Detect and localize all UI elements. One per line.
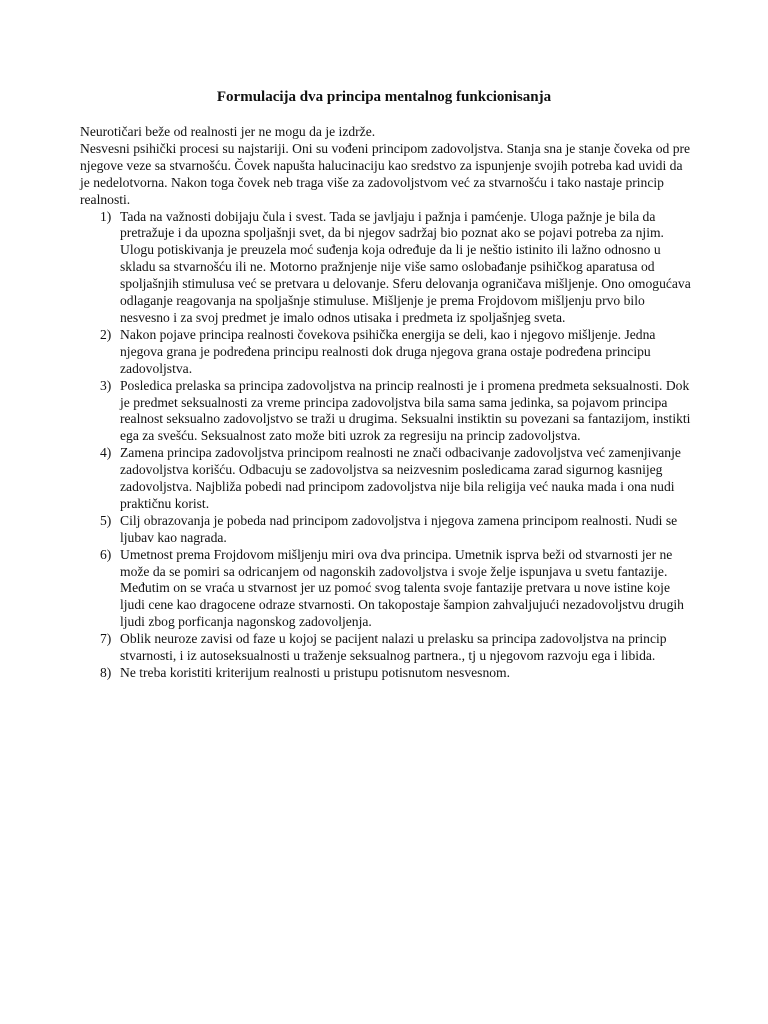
document-title: Formulacija dva principa mentalnog funkcionisanja	[216, 89, 552, 105]
list-item-text: Cilj obrazovanja je pobeda nad principom zadovoljstva i njegova zamena principom realnosti. Nudi se ljubav kao nagrada.	[120, 512, 678, 545]
list-item-number: 3)	[100, 377, 112, 393]
list-item	[80, 209, 692, 327]
list-item-text: Umetnost prema Frojdovom mišljenju miri ova dva principa. Umetnik isprva beži od stvarnosti jer ne može da se pomiri sa odricanjem od nagonskih zadovoljstva i svoje želje ispunjava u svetu fantazije. Međutim on se vraća u stvarnost jer uz pomoć svog talenta svoje fantazije pretvara u nove istine koje ljudi cene kao dragocene odraze stvarnosti. On takopostaje šampion zahvaljujući nezadovoljstvu drugih ljudi zbog porficanja nagonskog zadovoljenja.	[120, 546, 684, 630]
list-item-number: 6)	[100, 546, 112, 562]
list-item-text: Zamena principa zadovoljstva principom realnosti ne znači odbacivanje zadovoljstva već zamenjivanje zadovoljstva korišću. Odbacuju se zadovoljstva sa neizvesnim posledicama zarad sigurnog kasnijeg zadovoljstva. Najbliža pobedi nad principom zadovoljstva nije bila religija već nauka mada i ona nudi praktičnu korist.	[120, 445, 681, 511]
list-item-text: Ne treba koristiti kriterijum realnosti u pristupu potisnutom nesvesnom.	[120, 665, 511, 680]
list-item-text: Nakon pojave principa realnosti čovekova psihička energija se deli, kao i njegovo mišljenje. Jedna njegova grana je podređena principu realnosti dok druga njegova grana ostaje podređena principu zadovoljstva.	[120, 326, 656, 376]
list-item-number: 8)	[100, 665, 112, 680]
list-item	[80, 631, 692, 665]
list-item-number: 5)	[100, 512, 112, 528]
intro-paragraph-1: Neurotičari beže od realnosti jer ne mogu da je izdrže.	[80, 124, 376, 139]
list-item	[80, 513, 692, 547]
list-item	[80, 665, 692, 682]
document-body	[80, 124, 692, 682]
list-item-number: 1)	[100, 208, 112, 224]
list-item	[80, 378, 692, 446]
intro-paragraph-2: Nesvesni psihički procesi su najstariji. Oni su vođeni principom zadovoljstva. Stanja sna je stanje čoveka od pre njegove veze sa stvarnošću. Čovek napušta halucinaciju kao sredstvo za ispunjenje svojih potreba kad uvidi da je nedelotvorna. Nakon toga čovek neb traga više za zadovoljstvom već za stvarnošću i tako nastaje princip realnosti.	[80, 140, 691, 207]
list-item-number: 4)	[100, 445, 112, 461]
list-item	[80, 547, 692, 632]
list-item-text: Tada na važnosti dobijaju čula i svest. Tada se javljaju i pažnja i pamćenje. Uloga pažnje je bila da pretražuje i da upozna spoljašnji svet, da bi njegov sadržaj bio poznat ako se pojavi potreba za njim. Ulogu potiskivanja je preuzela moć suđenja koja određuje da li je neštio istinito ili lažno odnosno u skladu sa stvarnošću ili ne. Motorno pražnjenje nije više samo oslobađanje psihičkog aparatusa od spoljašnjih stimulusa već se pretvara u delovanje. Sferu delovanja ograničava mišljenje. Ono omogućava odlaganje reagovanja na spoljašnje stimuluse. Mišljenje je prema Frojdovom mišljenju prvo bilo nesvesno i za svoj predmet je imalo odnos utisaka i predmeta iz spoljašnjeg sveta.	[120, 208, 691, 325]
numbered-list	[80, 209, 692, 682]
list-item-number: 7)	[100, 631, 112, 647]
list-item	[80, 445, 692, 513]
list-item	[80, 327, 692, 378]
intro-section	[80, 124, 692, 209]
list-item-number: 2)	[100, 326, 112, 342]
list-item-text: Oblik neuroze zavisi od faze u kojoj se pacijent nalazi u prelasku sa principa zadovoljstva na princip stvarnosti, i iz autoseksualnosti u traženje seksualnog partnera., tj u njegovom razvoju ega i libida.	[120, 631, 667, 664]
list-item-text: Posledica prelaska sa principa zadovoljstva na princip realnosti je i promena predmeta seksualnosti. Dok je predmet seksualnosti za vreme principa zadovoljstva bila sama sama jedinka, sa pojavom principa realnost seksualno zadovoljstvo se traži u drugima. Seksualni instiktin su povezani sa fantazijom, instikti ega za svešću. Seksualnost zato može biti uzrok za regresiju na princip zadovoljstva.	[120, 377, 691, 444]
